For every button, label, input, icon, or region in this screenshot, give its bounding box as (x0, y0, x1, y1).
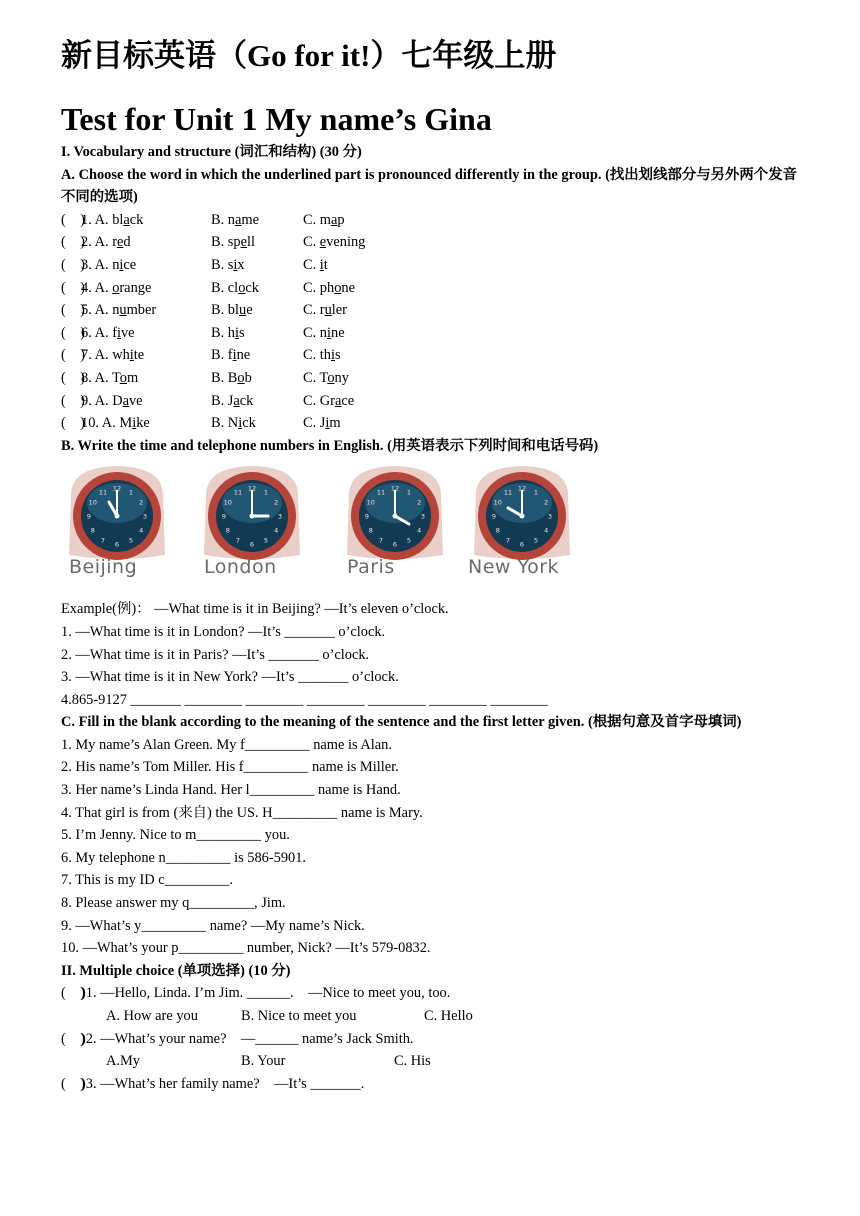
svg-text:1: 1 (263, 488, 269, 497)
svg-text:6: 6 (249, 540, 255, 549)
mc-options (61, 1050, 801, 1073)
svg-text:7: 7 (378, 537, 384, 546)
underlined-letters: o (119, 369, 127, 386)
word-part: ne (331, 324, 345, 341)
svg-text:9: 9 (491, 512, 497, 521)
option-a (81, 277, 151, 300)
section2-heading: II. Multiple choice (单项选择) (10 分) (61, 962, 291, 979)
question-number: 9. A. (81, 392, 113, 409)
underlined-letters: i (132, 415, 137, 432)
pronunciation-question (61, 231, 801, 254)
option-b (211, 277, 259, 300)
word-part: ny (334, 369, 349, 386)
option-c (303, 254, 328, 277)
word-part: wh (112, 347, 130, 364)
word-part: ve (128, 392, 143, 409)
partB-question: 3. —What time is it in New York? —It’s _______ o’clock. (61, 669, 399, 686)
pronunciation-question (61, 322, 801, 345)
svg-text:8: 8 (368, 526, 373, 535)
book-title: 新目标英语（Go for it!）七年级上册 (61, 38, 557, 73)
partB-example: Example(例)： —What time is it in Beijing? —It’s eleven o’clock. (61, 601, 449, 618)
clock-card (196, 463, 308, 591)
word-part: B. bl (211, 302, 239, 319)
svg-text:4: 4 (544, 526, 549, 535)
word-part: x (237, 256, 245, 273)
word-part: D (112, 392, 123, 409)
partA-question-list (61, 209, 801, 435)
option-a (81, 367, 138, 390)
partC-item: 1. My name’s Alan Green. My f_________ name is Alan. (61, 736, 392, 753)
word-part: te (133, 347, 145, 364)
underlined-letters: i (327, 324, 331, 341)
mc-option-b: B. Nice to meet you (241, 1008, 357, 1024)
word-part: ce (123, 256, 137, 273)
underlined-letters: e (240, 234, 247, 251)
clock-icon (466, 463, 578, 563)
svg-text:10: 10 (88, 498, 97, 507)
partC-item: 8. Please answer my q_________, Jim. (61, 895, 286, 912)
word-part: ve (120, 324, 135, 341)
option-a (81, 322, 135, 345)
svg-text:11: 11 (503, 488, 513, 497)
question-number: 1. A. (81, 211, 113, 228)
svg-text:8: 8 (495, 526, 500, 535)
svg-text:10: 10 (493, 498, 502, 507)
word-part: b (244, 369, 252, 386)
underlined-letters: i (235, 324, 239, 341)
answer-bracket: ( ) (61, 369, 85, 386)
pronunciation-question (61, 412, 801, 435)
word-part: B. h (211, 324, 235, 341)
svg-text:7: 7 (100, 537, 106, 546)
word-part: mber (126, 302, 157, 319)
word-part: r (112, 234, 117, 251)
option-a (81, 299, 156, 322)
option-a (81, 231, 131, 254)
word-part: m (126, 369, 139, 386)
partB-instruction: B. Write the time and telephone numbers in English. (用英语表示下列时间和电话号码) (61, 437, 599, 454)
svg-text:9: 9 (86, 512, 92, 521)
option-b (211, 367, 252, 390)
pronunciation-question (61, 209, 801, 232)
option-b (211, 412, 256, 435)
underlined-letters: i (319, 256, 324, 273)
word-part: range (119, 279, 152, 296)
mc-option-a: A.My (106, 1053, 140, 1070)
question-number: 2. A. (81, 234, 113, 251)
word-part: f (112, 324, 117, 341)
mc-option-b: B. Your (241, 1053, 286, 1070)
answer-bracket: ( ) (61, 256, 85, 273)
svg-text:12: 12 (390, 484, 400, 493)
svg-text:10: 10 (366, 498, 375, 507)
word-part: p (337, 211, 345, 228)
svg-text:11: 11 (376, 488, 386, 497)
answer-bracket: ( ) (61, 1030, 85, 1047)
word-part: C. th (303, 347, 331, 364)
svg-text:9: 9 (221, 512, 227, 521)
word-part: C. Gr (303, 392, 335, 409)
underlined-letters: o (327, 369, 335, 386)
partC-item: 3. Her name’s Linda Hand. Her l_________ name is Hand. (61, 782, 401, 799)
option-b (211, 322, 245, 345)
option-a (81, 412, 150, 435)
pronunciation-question (61, 390, 801, 413)
underlined-letters: u (324, 302, 332, 319)
mc-question (61, 1028, 801, 1051)
svg-text:11: 11 (98, 488, 108, 497)
clock-city-label: Paris (347, 556, 395, 579)
option-b (211, 344, 250, 367)
underlined-letters: a (235, 211, 242, 228)
word-part: n (112, 256, 120, 273)
svg-text:1: 1 (533, 488, 539, 497)
svg-text:1: 1 (128, 488, 134, 497)
underlined-letters: a (331, 211, 338, 228)
option-b (211, 390, 253, 413)
mc-option-a: A. How are you (106, 1008, 198, 1024)
partB-question: 1. —What time is it in London? —It’s _______ o’clock. (61, 623, 386, 640)
svg-text:4: 4 (139, 526, 144, 535)
underlined-letters: a (123, 211, 130, 228)
underlined-letters: i (116, 324, 121, 341)
clock-pictures (61, 463, 801, 593)
word-part: m (329, 415, 341, 432)
svg-text:11: 11 (233, 488, 243, 497)
mc-question-text: )2. —What’s your name? —______ name’s Jack Smith. (81, 1030, 414, 1047)
question-number: 5. A. (81, 302, 113, 319)
underlined-letters: o (238, 279, 246, 296)
word-part: T (111, 369, 120, 386)
mc-option-c: C. His (394, 1053, 431, 1070)
svg-text:2: 2 (274, 498, 279, 507)
underlined-letters: i (325, 415, 330, 432)
word-part: C. r (303, 302, 325, 319)
word-part: s (239, 324, 245, 341)
svg-text:6: 6 (114, 540, 120, 549)
svg-text:5: 5 (533, 537, 539, 546)
partB-question: 4.865-9127 _______ ________ ________ ________ ________ ________ ________ (61, 691, 548, 708)
svg-text:2: 2 (544, 498, 549, 507)
svg-text:12: 12 (517, 484, 527, 493)
option-b (211, 254, 245, 277)
svg-text:2: 2 (417, 498, 422, 507)
option-b (211, 231, 255, 254)
word-part: B. s (211, 256, 234, 273)
underlined-letters: a (122, 392, 129, 409)
partC-item: 10. —What’s your p_________ number, Nick? —It’s 579-0832. (61, 940, 431, 957)
word-part: C. (303, 256, 320, 273)
option-c (303, 299, 347, 322)
option-c (303, 277, 355, 300)
partC-item: 5. I’m Jenny. Nice to m_________ you. (61, 827, 290, 844)
option-c (303, 231, 365, 254)
underlined-letters: i (129, 347, 134, 364)
svg-text:3: 3 (547, 512, 553, 521)
clock-card (466, 463, 578, 591)
svg-text:4: 4 (417, 526, 422, 535)
svg-text:3: 3 (420, 512, 426, 521)
word-part: ke (136, 415, 150, 432)
word-part: t (323, 256, 328, 273)
word-part: C. m (303, 211, 331, 228)
word-part: B. cl (211, 279, 239, 296)
answer-bracket: ( ) (61, 1075, 85, 1092)
word-part: B. sp (211, 234, 241, 251)
word-part: e (246, 302, 253, 319)
partC-item: 7. This is my ID c_________. (61, 872, 234, 889)
word-part: bl (112, 211, 124, 228)
word-part: B. f (211, 347, 233, 364)
question-number: 8. A. (81, 369, 112, 386)
answer-bracket: ( ) (61, 415, 85, 432)
pronunciation-question (61, 367, 801, 390)
word-part: B. B (211, 369, 238, 386)
option-c (303, 412, 341, 435)
answer-bracket: ( ) (61, 324, 85, 341)
svg-text:4: 4 (274, 526, 279, 535)
option-a (81, 209, 143, 232)
pronunciation-question (61, 344, 801, 367)
word-part: C. J (303, 415, 326, 432)
underlined-letters: i (238, 415, 243, 432)
word-part: ne (341, 279, 355, 296)
word-part: ck (245, 279, 259, 296)
underlined-letters: e (116, 234, 124, 251)
option-c (303, 344, 341, 367)
clock-card (61, 463, 173, 591)
clock-city-label: Beijing (69, 556, 138, 579)
svg-text:7: 7 (235, 537, 241, 546)
svg-text:10: 10 (223, 498, 232, 507)
svg-text:5: 5 (128, 537, 134, 546)
word-part: C. n (303, 324, 327, 341)
word-part: ce (341, 392, 355, 409)
section1-heading: I. Vocabulary and structure (词汇和结构) (30 分) (61, 144, 362, 160)
clock-city-label: London (204, 556, 277, 579)
question-number: 10. A. (81, 415, 120, 432)
option-c (303, 367, 349, 390)
answer-bracket: ( ) (61, 392, 85, 409)
svg-text:6: 6 (519, 540, 525, 549)
word-part: B. J (211, 392, 234, 409)
svg-text:12: 12 (112, 484, 122, 493)
partC-item: 6. My telephone n_________ is 586-5901. (61, 849, 307, 866)
svg-text:9: 9 (364, 512, 370, 521)
option-b (211, 299, 253, 322)
option-c (303, 390, 354, 413)
clock-icon (196, 463, 308, 563)
clock-icon (339, 463, 451, 563)
mc-question-text: )1. —Hello, Linda. I’m Jim. ______. —Nice to meet you, too. (81, 985, 451, 1002)
mc-options (61, 1005, 801, 1028)
mc-question-text: )3. —What’s her family name? —It’s _______. (81, 1075, 365, 1092)
pronunciation-question (61, 299, 801, 322)
option-a (81, 254, 136, 277)
svg-text:12: 12 (247, 484, 257, 493)
word-part: me (241, 211, 259, 228)
svg-text:5: 5 (406, 537, 412, 546)
word-part: ne (236, 347, 251, 364)
mc-question (61, 1073, 801, 1096)
question-number: 4. A. (81, 279, 113, 296)
word-part: ck (129, 211, 144, 228)
word-part: ler (331, 302, 347, 319)
underlined-letters: u (239, 302, 247, 319)
underlined-letters: e (319, 234, 327, 251)
underlined-letters: i (119, 256, 124, 273)
word-part: d (123, 234, 131, 251)
question-number: 6. A. (81, 324, 113, 341)
partA-instruction: A. Choose the word in which the underlined part is pronounced differently in the group. (找出划线部分与另外两个发音不同的选项) (61, 166, 797, 206)
question-number: 7. A. (81, 347, 113, 364)
word-part: C. (303, 234, 320, 251)
word-part: ck (239, 392, 254, 409)
svg-text:1: 1 (406, 488, 412, 497)
option-c (303, 322, 345, 345)
answer-bracket: ( ) (61, 211, 85, 228)
underlined-letters: o (112, 279, 120, 296)
word-part: C. T (303, 369, 328, 386)
svg-text:5: 5 (263, 537, 269, 546)
underlined-letters: o (237, 369, 245, 386)
underlined-letters: i (232, 347, 237, 364)
partC-item: 9. —What’s y_________ name? —My name’s Nick. (61, 917, 365, 934)
clock-card (339, 463, 451, 591)
option-a (81, 390, 143, 413)
word-part: B. N (211, 415, 239, 432)
partC-item: 4. That girl is from (来自) the US. H_________ name is Mary. (61, 804, 423, 821)
svg-text:8: 8 (90, 526, 95, 535)
word-part: ll (246, 234, 255, 251)
svg-text:3: 3 (277, 512, 283, 521)
option-b (211, 209, 259, 232)
svg-text:8: 8 (225, 526, 230, 535)
option-a (81, 344, 144, 367)
word-part: n (112, 302, 120, 319)
pronunciation-question (61, 277, 801, 300)
svg-text:3: 3 (142, 512, 148, 521)
answer-bracket: ( ) (61, 302, 85, 319)
pronunciation-question (61, 254, 801, 277)
svg-text:7: 7 (505, 537, 511, 546)
underlined-letters: i (233, 256, 238, 273)
clock-icon (61, 463, 173, 563)
word-part: ck (242, 415, 256, 432)
partB-question: 2. —What time is it in Paris? —It’s _______ o’clock. (61, 646, 370, 663)
mc-question (61, 982, 801, 1005)
word-part: C. ph (303, 279, 335, 296)
question-number: 3. A. (81, 256, 113, 273)
test-title: Test for Unit 1 My name’s Gina (61, 101, 492, 137)
underlined-letters: i (331, 347, 335, 364)
mc-option-c: C. Hello (424, 1008, 473, 1024)
answer-bracket: ( ) (61, 347, 85, 364)
word-part: B. n (211, 211, 235, 228)
answer-bracket: ( ) (61, 234, 85, 251)
option-c (303, 209, 345, 232)
clock-city-label: New York (468, 556, 560, 579)
word-part: vening (326, 234, 366, 251)
answer-bracket: ( ) (61, 985, 85, 1002)
underlined-letters: o (334, 279, 342, 296)
underlined-letters: a (334, 392, 342, 409)
svg-text:6: 6 (392, 540, 398, 549)
answer-bracket: ( ) (61, 279, 85, 296)
svg-text:2: 2 (139, 498, 144, 507)
word-part: s (335, 347, 341, 364)
worksheet-page (61, 34, 801, 1095)
partC-item: 2. His name’s Tom Miller. His f_________ name is Miller. (61, 759, 399, 776)
partC-instruction: C. Fill in the blank according to the meaning of the sentence and the first letter given. (根据句意及首字母填词) (61, 714, 742, 731)
underlined-letters: a (233, 392, 240, 409)
word-part: M (119, 415, 133, 432)
underlined-letters: u (119, 302, 127, 319)
